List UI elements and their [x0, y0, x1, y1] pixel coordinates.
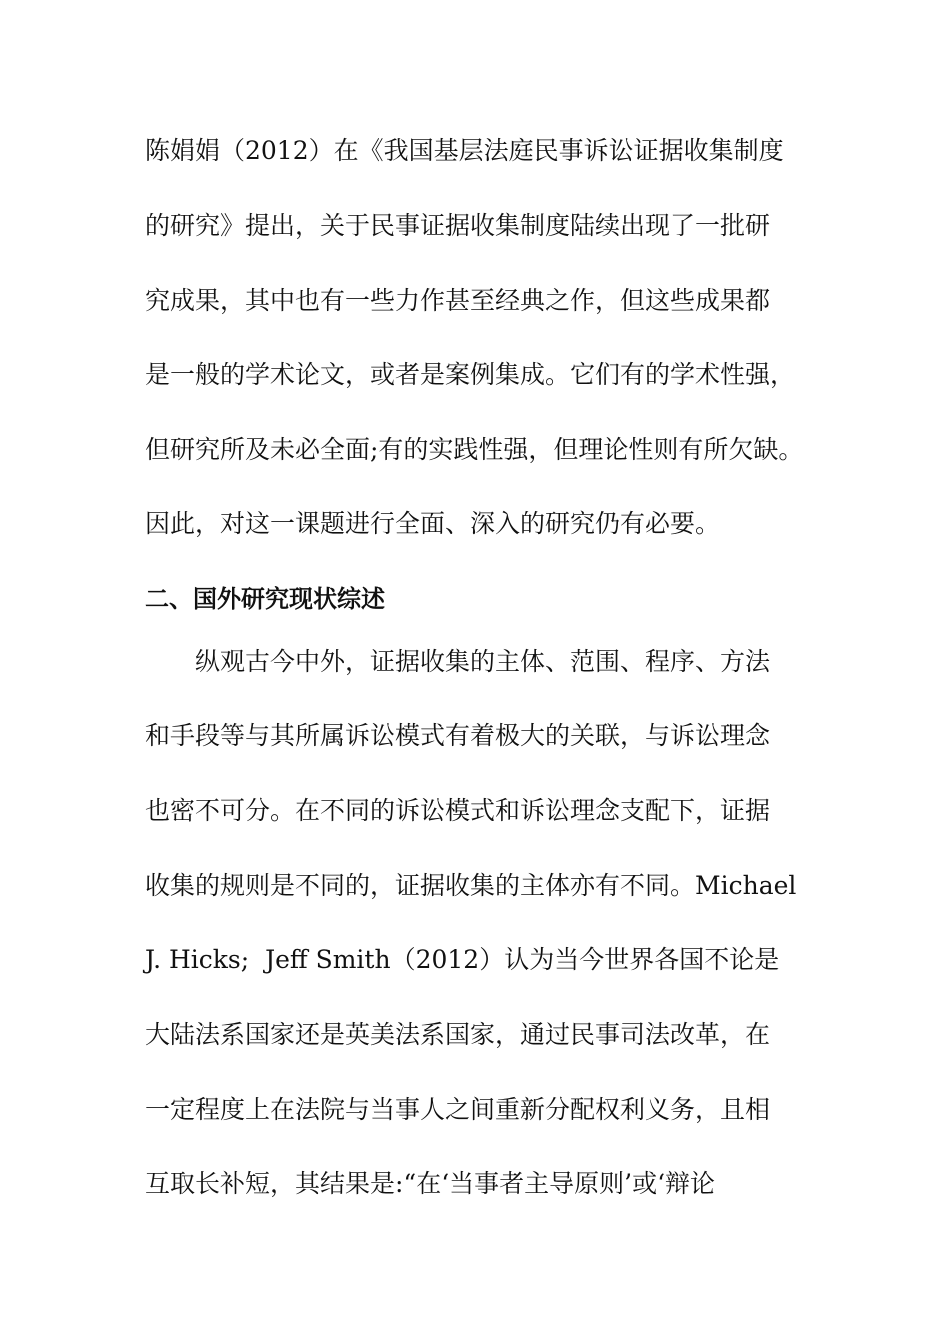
paragraph-2-line-7: 一定程度上在法院与当事人之间重新分配权利义务，且相	[145, 1095, 771, 1124]
paragraph-2-line-2: 和手段等与其所属诉讼模式有着极大的关联，与诉讼理念	[145, 721, 771, 750]
paragraph-1-line-3: 究成果，其中也有一些力作甚至经典之作，但这些成果都	[145, 286, 771, 315]
paragraph-1-line-1: 陈娟娟（2012）在《我国基层法庭民事诉讼证据收集制度	[145, 136, 784, 165]
paragraph-2-line-8: 互取长补短，其结果是:“在‘当事者主导原则’或‘辩论	[145, 1169, 716, 1198]
paragraph-1-line-6: 因此，对这一课题进行全面、深入的研究仍有必要。	[145, 509, 721, 538]
paragraph-2-line-4: 收集的规则是不同的，证据收集的主体亦有不同。Michael	[145, 871, 797, 900]
paragraph-2-line-3: 也密不可分。在不同的诉讼模式和诉讼理念支配下，证据	[145, 796, 771, 825]
paragraph-1-line-5: 但研究所及未必全面;有的实践性强，但理论性则有所欠缺。	[145, 435, 804, 464]
paragraph-2-line-5: J. Hicks; Jeff Smith（2012）认为当今世界各国不论是	[145, 945, 780, 974]
paragraph-1-line-2: 的研究》提出，关于民事证据收集制度陆续出现了一批研	[145, 211, 771, 240]
paragraph-2-line-1: 纵观古今中外，证据收集的主体、范围、程序、方法	[145, 647, 771, 676]
paragraph-2-line-6: 大陆法系国家还是英美法系国家，通过民事司法改革，在	[145, 1020, 771, 1049]
section-heading: 二、国外研究现状综述	[145, 585, 385, 613]
paragraph-1-line-4: 是一般的学术论文，或者是案例集成。它们有的学术性强，	[145, 360, 796, 389]
